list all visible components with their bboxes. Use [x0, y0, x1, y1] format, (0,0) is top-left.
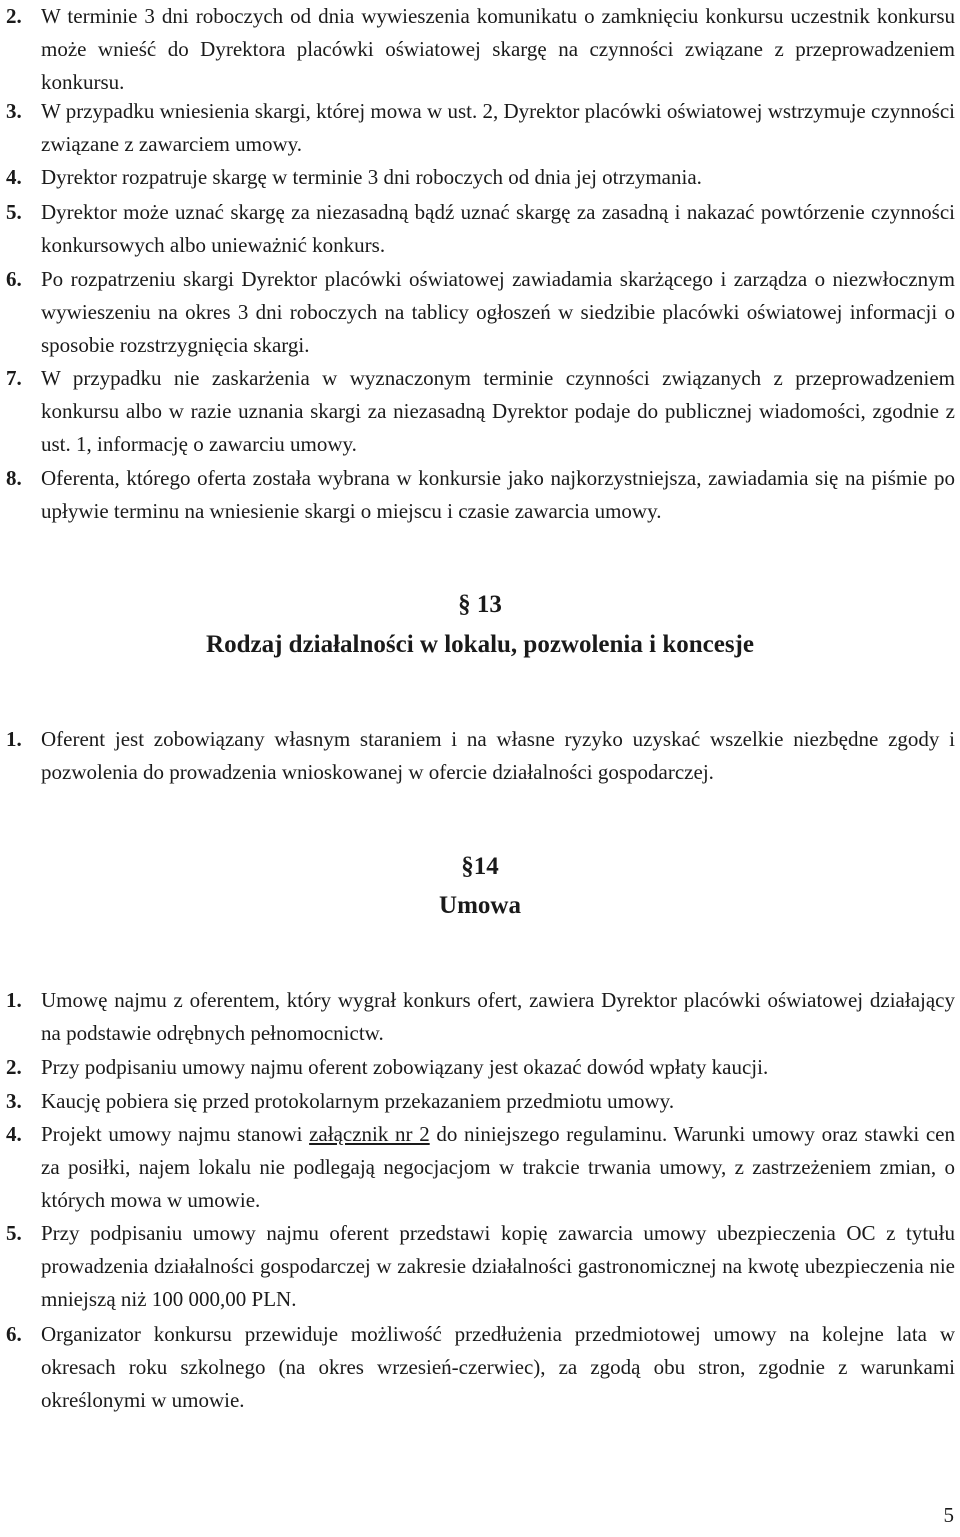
- item-number: 2.: [6, 4, 22, 28]
- item-number: 6.: [6, 267, 22, 291]
- item-text: Umowę najmu z oferentem, który wygrał konkurs ofert, zawiera Dyrektor placówki oświatowej działający na podstawie odrębnych pełnomocnictw.: [41, 988, 955, 1045]
- list-item: [0, 462, 955, 528]
- item-text-after: do niniejszego regulaminu. Warunki umowy oraz stawki cen za posiłki, najem lokalu nie podlegają negocjacjom w trakcie trwania umowy, z zastrzeżeniem zmian, o których mowa w umowie.: [41, 1122, 955, 1212]
- item-number: 4.: [6, 165, 22, 189]
- item-number: 5.: [6, 200, 22, 224]
- list-item: [0, 1217, 955, 1316]
- section-title: Umowa: [439, 892, 521, 919]
- list-item: [0, 362, 955, 461]
- item-number: 1.: [6, 727, 22, 751]
- section-number: §14: [461, 853, 499, 880]
- page-number: 5: [943, 1503, 954, 1527]
- item-number: 2.: [6, 1055, 22, 1079]
- item-text: Oferenta, którego oferta została wybrana w konkursie jako najkorzystniejsza, zawiadamia się na piśmie po upływie terminu na wniesienie skargi o miejscu i czasie zawarcia umowy.: [41, 466, 955, 523]
- item-text: W terminie 3 dni roboczych od dnia wywieszenia komunikatu o zamknięciu konkursu uczestnik konkursu może wnieść do Dyrektora placówki oświatowej skargę na czynności związane z przeprowadzeniem konkursu.: [41, 4, 955, 94]
- list-item: [0, 984, 955, 1050]
- item-text: [41, 1118, 955, 1217]
- list-item: [0, 1118, 955, 1217]
- item-number: 5.: [6, 1221, 22, 1245]
- item-text: Oferent jest zobowiązany własnym staraniem i na własne ryzyko uzyskać wszelkie niezbędne zgody i pozwolenia do prowadzenia wnioskowanej w ofercie działalności gospodarczej.: [41, 727, 955, 784]
- item-number: 8.: [6, 466, 22, 490]
- item-number: 7.: [6, 366, 22, 390]
- item-text: Kaucję pobiera się przed protokolarnym przekazaniem przedmiotu umowy.: [41, 1089, 675, 1113]
- list-item: [0, 161, 955, 194]
- section-number: § 13: [458, 591, 502, 618]
- item-number: 3.: [6, 99, 22, 123]
- list-item: [0, 0, 955, 99]
- item-text: W przypadku wniesienia skargi, której mowa w ust. 2, Dyrektor placówki oświatowej wstrzymuje czynności związane z zawarciem umowy.: [41, 99, 955, 156]
- item-text: Dyrektor może uznać skargę za niezasadną bądź uznać skargę za zasadną i nakazać powtórzenie czynności konkursowych albo unieważnić konkurs.: [41, 200, 955, 257]
- item-number: 6.: [6, 1322, 22, 1346]
- list-item: [0, 1318, 955, 1417]
- item-text-before: Projekt umowy najmu stanowi: [41, 1122, 310, 1146]
- item-number: 3.: [6, 1089, 22, 1113]
- item-number: 4.: [6, 1122, 22, 1146]
- item-text: W przypadku nie zaskarżenia w wyznaczonym terminie czynności związanych z przeprowadzeniem konkursu albo w razie uznania skargi za niezasadną Dyrektor podaje do publicznej wiadomości, zgodnie z ust. 1, informację o zawarciu umowy.: [41, 366, 955, 456]
- item-text: Dyrektor rozpatruje skargę w terminie 3 dni roboczych od dnia jej otrzymania.: [41, 165, 702, 189]
- list-item: [0, 196, 955, 262]
- item-text: Organizator konkursu przewiduje możliwość przedłużenia przedmiotowej umowy na kolejne lata w okresach roku szkolnego (na okres wrzesień-czerwiec), za zgodą obu stron, zgodnie z warunkami określonymi w umowie.: [41, 1322, 955, 1412]
- list-item: [0, 1085, 955, 1118]
- item-text: Przy podpisaniu umowy najmu oferent zobowiązany jest okazać dowód wpłaty kaucji.: [41, 1055, 769, 1079]
- item-number: 1.: [6, 988, 22, 1012]
- item-text: Przy podpisaniu umowy najmu oferent przedstawi kopię zawarcia umowy ubezpieczenia OC z tytułu prowadzenia działalności gospodarczej w zakresie działalności gastronomicznej na kwotę ubezpieczenia nie mniejszą niż 100 000,00 PLN.: [41, 1221, 955, 1311]
- list-item: [0, 1051, 955, 1084]
- list-item: [0, 95, 955, 161]
- section-title: Rodzaj działalności w lokalu, pozwolenia i koncesje: [206, 631, 754, 658]
- list-item: [0, 723, 955, 789]
- item-text: Po rozpatrzeniu skargi Dyrektor placówki oświatowej zawiadamia skarżącego i zarządza o niezwłocznym wywieszeniu na okres 3 dni roboczych na tablicy ogłoszeń w siedzibie placówki oświatowej informacji o sposobie rozstrzygnięcia skargi.: [41, 267, 955, 357]
- list-item: [0, 263, 955, 362]
- attachment-reference: załącznik nr 2: [309, 1122, 430, 1146]
